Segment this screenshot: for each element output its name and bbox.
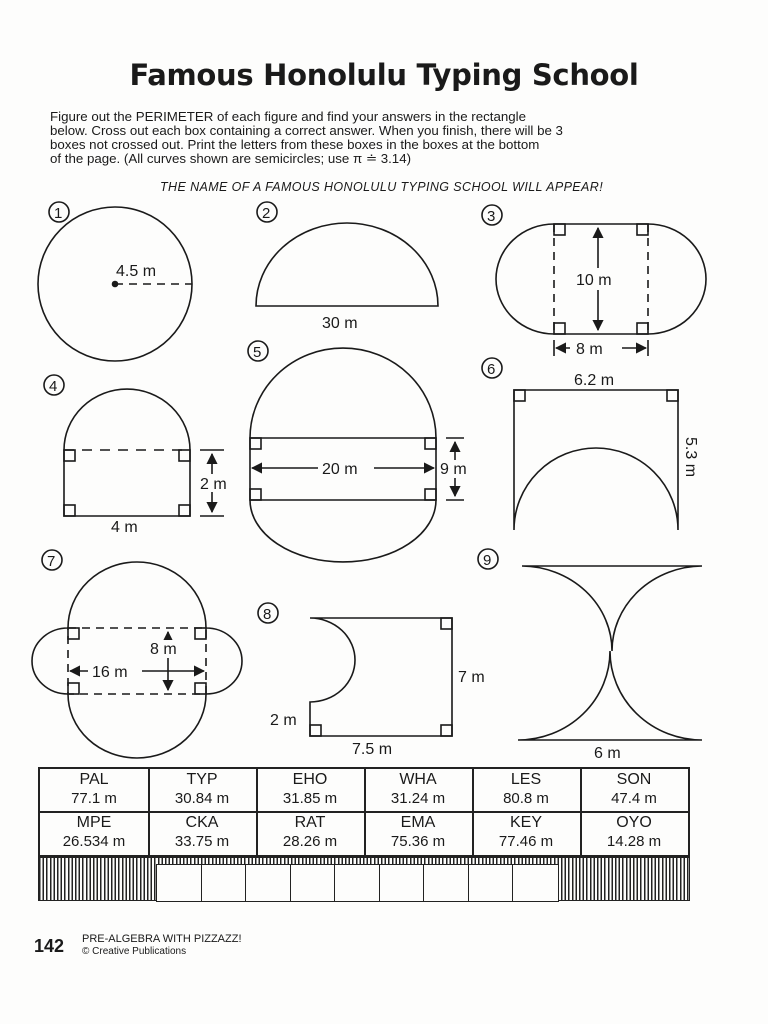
figure-5-capsule [250,348,476,562]
answer-table [38,767,690,857]
answer-code: RAT [294,814,326,831]
page-number: 142 [34,936,65,956]
radius-label: 4.5 m [116,263,157,280]
answer-value: 14.28 m [606,833,662,850]
figure-number: 2 [262,205,271,222]
letter-box[interactable] [202,865,247,901]
letter-box[interactable] [380,865,425,901]
height-label: 10 m [576,272,612,289]
letter-box[interactable] [424,865,469,901]
answer-code: KEY [509,814,542,831]
instruction-line: below. Cross out each box containing a correct answer. When you finish, there will be 3 [50,123,563,138]
instruction-line: of the page. (All curves shown are semicircles; use π ≐ 3.14) [50,151,412,166]
answer-cell[interactable] [472,769,580,813]
answer-cell[interactable] [40,769,148,813]
figure-2-semicircle [256,223,438,332]
figure-1-circle [38,207,192,361]
height-label: 2 m [200,476,227,493]
answer-code: PAL [79,771,109,788]
width-label: 7.5 m [352,741,393,758]
book-title: PRE-ALGEBRA WITH PIZZAZZ! [82,933,242,945]
width-label: 4 m [111,519,138,536]
answer-value: 26.534 m [62,833,126,850]
answer-boxes [156,864,559,902]
diameter-label: 30 m [322,315,358,332]
figure-7-cross [32,562,242,758]
letter-box[interactable] [335,865,380,901]
answer-value: 30.84 m [174,790,230,807]
answer-cell[interactable] [580,812,688,856]
answer-value: 75.36 m [390,833,446,850]
width-label: 8 m [576,341,603,358]
answer-code: TYP [186,771,218,788]
answer-code: EHO [292,771,328,788]
answer-value: 77.1 m [71,790,117,807]
answer-cell[interactable] [580,769,688,813]
answer-code: EMA [400,814,436,831]
figure-number: 6 [487,361,496,378]
answer-code: WHA [399,771,437,788]
answer-value: 33.75 m [174,833,230,850]
width-label: 16 m [92,664,128,681]
answer-code: SON [616,771,652,788]
answer-code: LES [510,771,542,788]
figure-6-cutout [514,372,699,530]
figure-number: 4 [49,378,58,395]
figure-4-arch [64,389,236,536]
letter-box[interactable] [246,865,291,901]
letter-box[interactable] [157,865,202,901]
width-label: 20 m [322,461,358,478]
answer-cell[interactable] [256,769,364,813]
publisher: © Creative Publications [82,946,187,957]
answer-cell[interactable] [40,812,148,856]
instruction-line: boxes not crossed out. Print the letters from these boxes in the boxes at the bottom [50,137,540,152]
figure-number: 1 [54,205,63,222]
answer-cell[interactable] [364,769,472,813]
answer-cell[interactable] [364,812,472,856]
answer-cell[interactable] [256,812,364,856]
figure-3-stadium [496,224,706,358]
answer-code: MPE [76,814,112,831]
letter-box[interactable] [469,865,514,901]
height-label: 7 m [458,669,485,686]
width-label: 6 m [594,745,621,762]
width-label: 6.2 m [574,372,615,389]
answer-value: 31.24 m [390,790,446,807]
instruction-line: Figure out the PERIMETER of each figure and find your answers in the rectangle [50,109,526,124]
answer-value: 80.8 m [503,790,549,807]
height-label: 9 m [440,461,467,478]
figure-number: 8 [263,606,272,623]
figure-8-notch [270,618,485,758]
letter-box[interactable] [291,865,336,901]
letter-box[interactable] [513,865,558,901]
answer-cell[interactable] [148,812,256,856]
figure-number: 7 [47,553,56,570]
figure-number: 9 [483,552,492,569]
answer-value: 47.4 m [611,790,657,807]
figure-9-hourglass [518,566,702,762]
answer-code: CKA [185,814,219,831]
appear-line: THE NAME OF A FAMOUS HONOLULU TYPING SCHOOL WILL APPEAR! [160,180,604,194]
answer-value: 28.26 m [282,833,338,850]
answer-cell[interactable] [472,812,580,856]
answer-value: 31.85 m [282,790,338,807]
answer-cell[interactable] [148,769,256,813]
figure-number: 5 [253,344,262,361]
left-label: 2 m [270,712,297,729]
answer-value: 77.46 m [498,833,554,850]
height-label: 8 m [150,641,177,658]
height-label: 5.3 m [682,437,699,478]
page-title: Famous Honolulu Typing School [129,58,639,92]
answer-code: OYO [616,814,652,831]
figure-number: 3 [487,208,496,225]
